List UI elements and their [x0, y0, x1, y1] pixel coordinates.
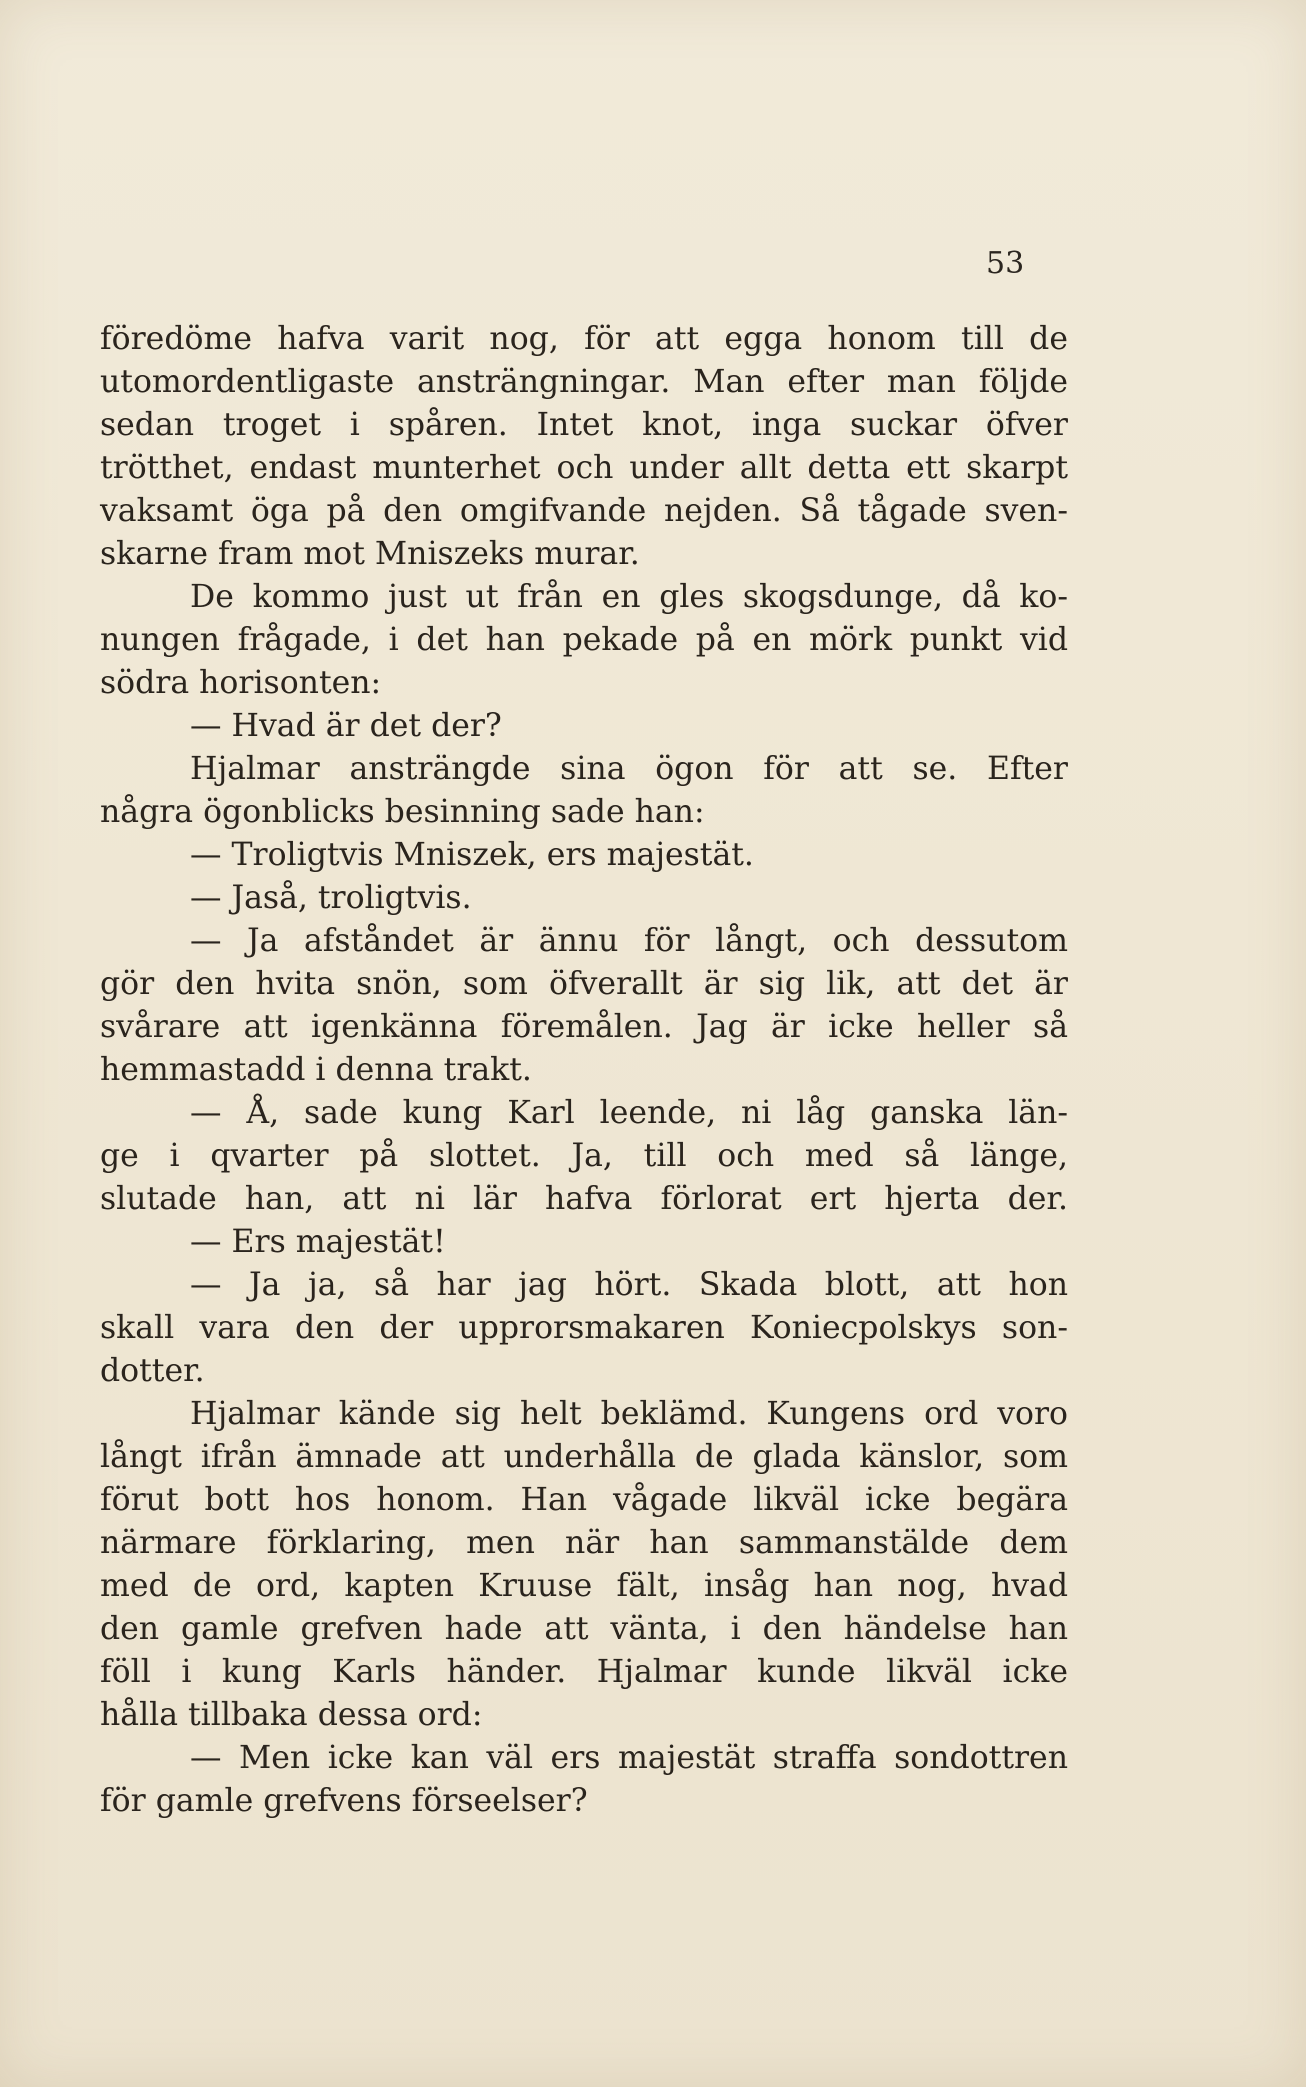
text-line: ge i qvarter på slottet. Ja, till och med så länge, [100, 1138, 1068, 1174]
text-line: De kommo just ut från en gles skogsdunge, då ko- [190, 579, 1068, 615]
text-line: utomordentligaste ansträngningar. Man efter man följde [100, 364, 1068, 400]
dialogue-line: — Ers majestät! [190, 1224, 446, 1260]
text-line: hemmastadd i denna trakt. [100, 1052, 532, 1088]
text-line: med de ord, kapten Kruuse fält, insåg han nog, hvad [100, 1568, 1068, 1604]
text-line: sedan troget i spåren. Intet knot, inga suckar öfver [100, 407, 1068, 443]
dialogue-line: — Ja ja, så har jag hört. Skada blott, att hon [190, 1267, 1068, 1303]
dialogue-line: — Å, sade kung Karl leende, ni låg ganska län- [190, 1095, 1068, 1131]
text-line: skall vara den der upprorsmakaren Koniecpolskys son- [100, 1310, 1068, 1346]
body-text [100, 318, 1068, 1823]
text-line: slutade han, att ni lär hafva förlorat ert hjerta der. [100, 1181, 1068, 1217]
text-line: för gamle grefvens förseelser? [100, 1783, 588, 1819]
text-line: föll i kung Karls händer. Hjalmar kunde likväl icke [100, 1654, 1068, 1690]
dialogue-line: — Jaså, troligtvis. [190, 880, 472, 916]
text-line: närmare förklaring, men när han sammanstälde dem [100, 1525, 1068, 1561]
text-line: svårare att igenkänna föremålen. Jag är icke heller så [100, 1009, 1068, 1045]
text-line: Hjalmar ansträngde sina ögon för att se. Efter [190, 751, 1068, 787]
text-line: gör den hvita snön, som öfverallt är sig lik, att det är [100, 966, 1068, 1002]
text-line: förut bott hos honom. Han vågade likväl icke begära [100, 1482, 1068, 1518]
text-line: nungen frågade, i det han pekade på en mörk punkt vid [100, 622, 1068, 658]
text-line: dotter. [100, 1353, 205, 1389]
text-line: några ögonblicks besinning sade han: [100, 794, 705, 830]
dialogue-line: — Men icke kan väl ers majestät straffa sondottren [190, 1740, 1068, 1776]
text-line: föredöme hafva varit nog, för att egga honom till de [100, 321, 1068, 357]
text-line: trötthet, endast munterhet och under allt detta ett skarpt [100, 450, 1068, 486]
dialogue-line: — Ja afståndet är ännu för långt, och dessutom [190, 923, 1068, 959]
text-line: vaksamt öga på den omgifvande nejden. Så tågade sven- [100, 493, 1068, 529]
text-line: hålla tillbaka dessa ord: [100, 1697, 483, 1733]
dialogue-line: — Hvad är det der? [190, 708, 502, 744]
text-line: långt ifrån ämnade att underhålla de glada känslor, som [100, 1439, 1068, 1475]
text-line: den gamle grefven hade att vänta, i den händelse han [100, 1611, 1068, 1647]
page-number: 53 [986, 246, 1025, 281]
dialogue-line: — Troligtvis Mniszek, ers majestät. [190, 837, 754, 873]
text-line: södra horisonten: [100, 665, 382, 701]
text-line: Hjalmar kände sig helt beklämd. Kungens ord voro [190, 1396, 1068, 1432]
text-line: skarne fram mot Mniszeks murar. [100, 536, 640, 572]
